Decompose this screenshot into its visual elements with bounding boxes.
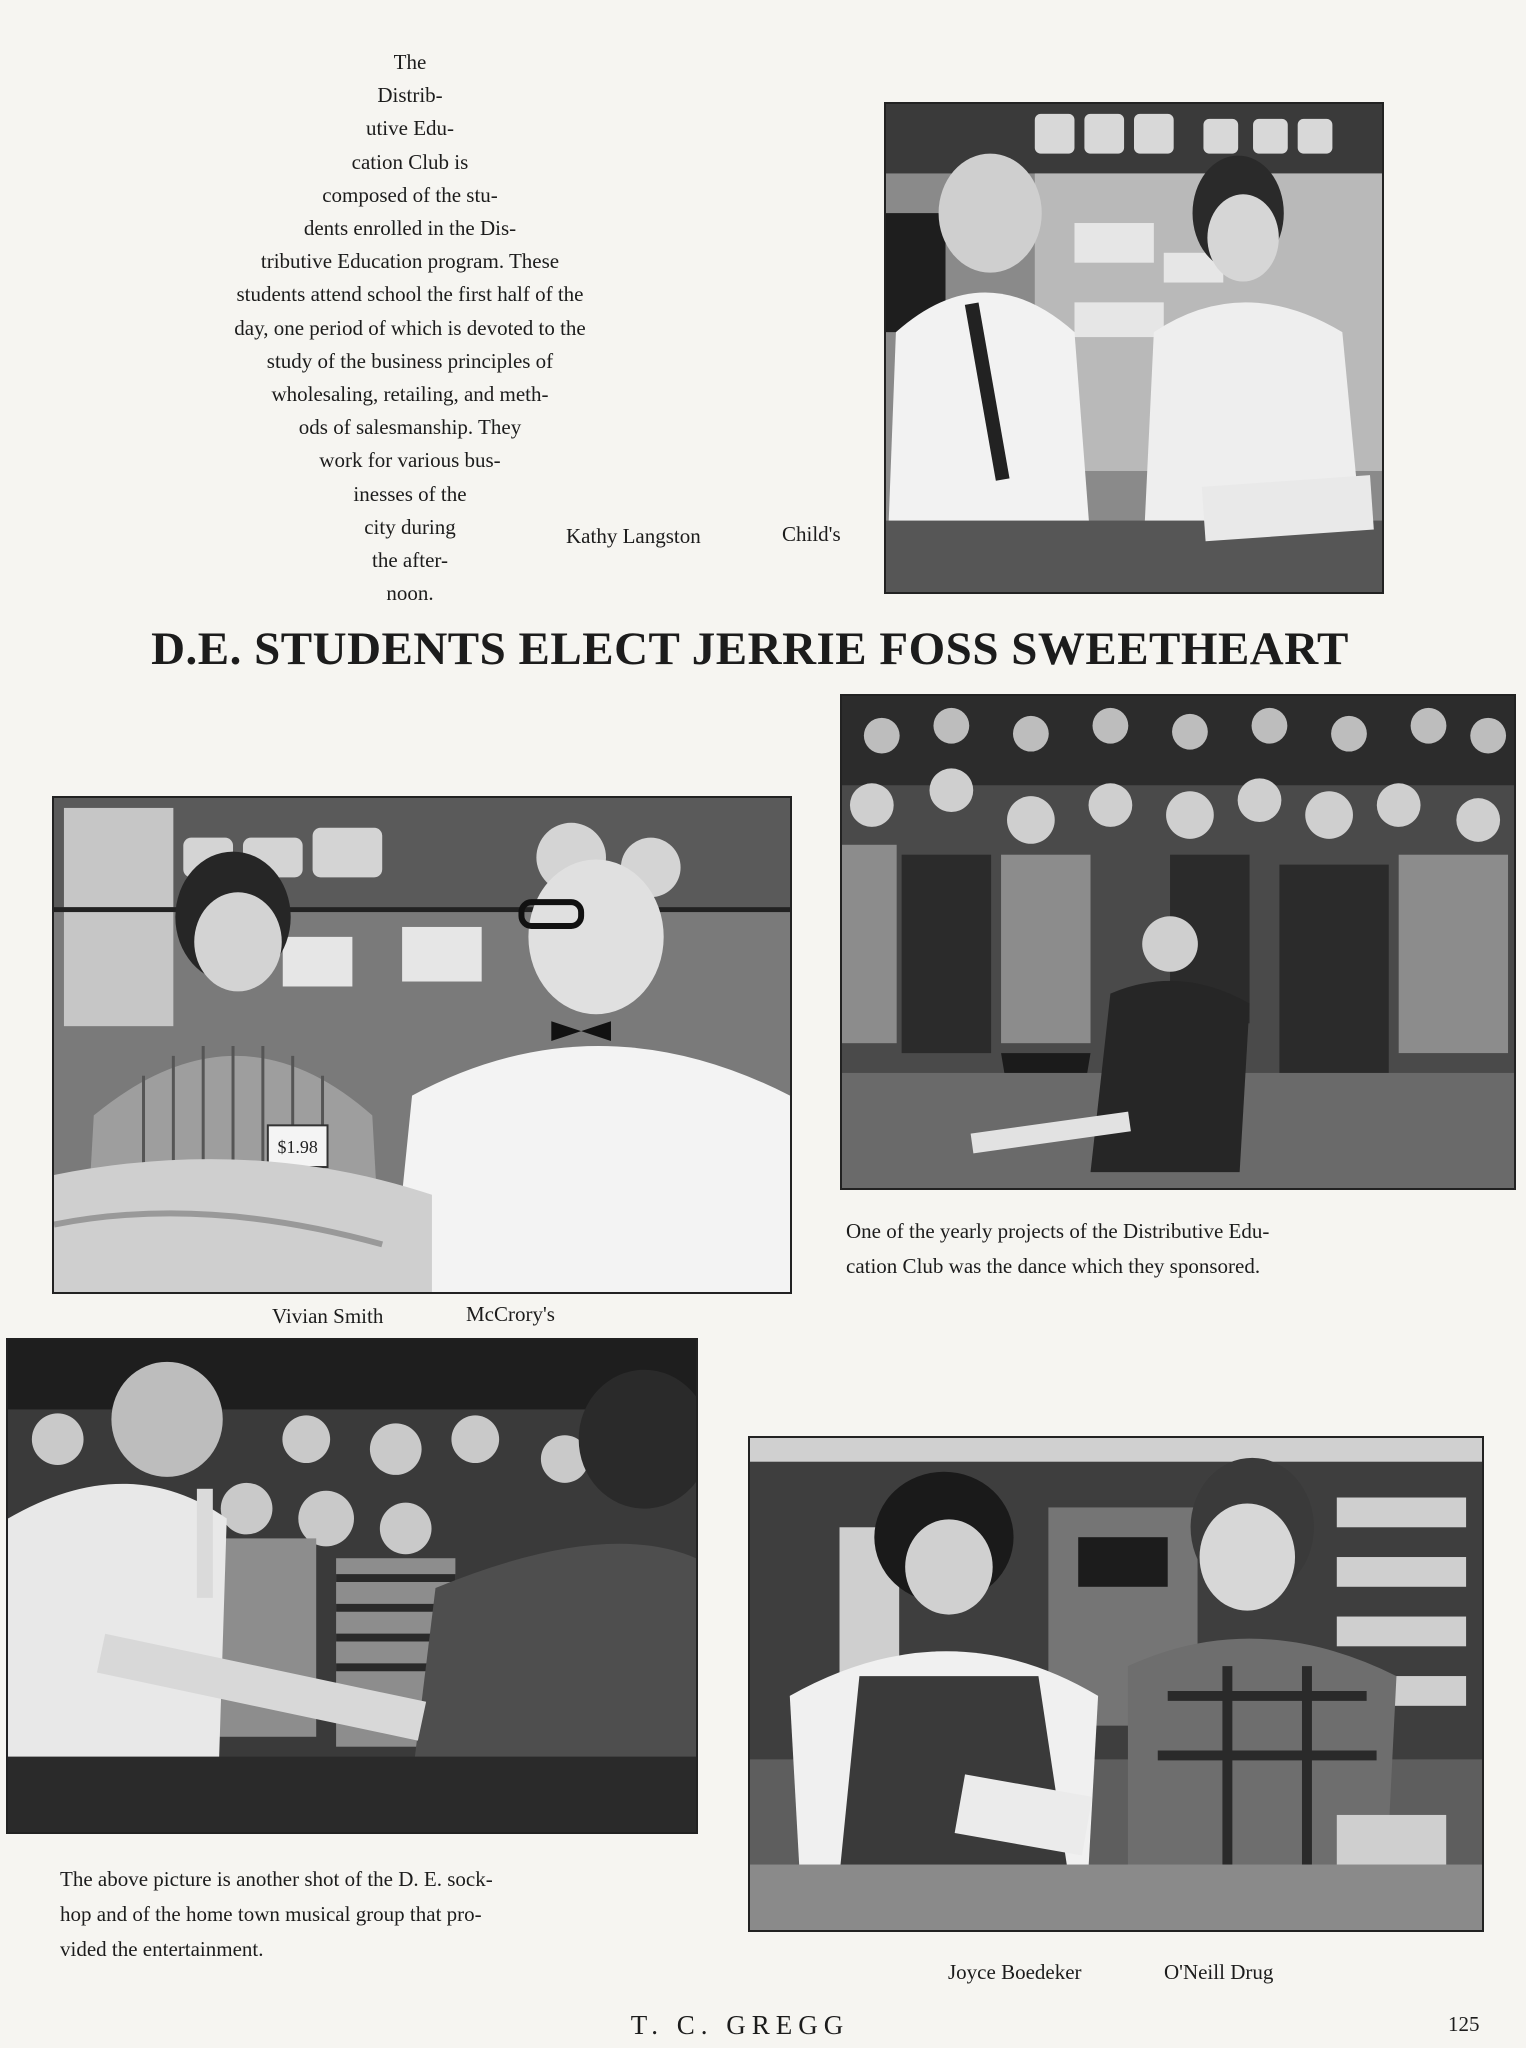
photo-mccrorys-counter: [52, 796, 792, 1294]
intro-line: ods of salesmanship. They: [298, 415, 522, 440]
caption-kathy-name: Kathy Langston: [566, 524, 701, 548]
intro-line: tributive Education program. These: [260, 249, 560, 274]
intro-line: noon.: [386, 581, 434, 606]
intro-line: day, one period of which is devoted to the: [234, 315, 586, 340]
intro-line: the after-: [372, 548, 448, 573]
photo-sockhop-band: [6, 1338, 698, 1834]
intro-line: Distrib-: [377, 83, 443, 108]
photo-dance-crowd: [840, 694, 1516, 1190]
photo-store-counter: [884, 102, 1384, 594]
intro-line: inesses of the: [353, 481, 467, 506]
intro-line: composed of the stu-: [322, 182, 498, 207]
sockhop-caption-line: vided the entertainment.: [60, 1937, 264, 1961]
intro-line: study of the business principles of: [266, 348, 554, 373]
intro-line: work for various bus-: [319, 448, 501, 473]
caption-kathy-store: Child's: [782, 522, 841, 546]
sockhop-caption-line: The above picture is another shot of the D. E. sock-: [60, 1867, 493, 1891]
dance-caption-line: cation Club was the dance which they sponsored.: [846, 1254, 1261, 1278]
caption-vivian-store: McCrory's: [466, 1302, 555, 1326]
dance-caption: [846, 1214, 1506, 1284]
intro-line: wholesaling, retailing, and meth-: [271, 382, 549, 407]
photo-oneill-drug: [748, 1436, 1484, 1932]
sockhop-caption-line: hop and of the home town musical group that pro-: [60, 1902, 482, 1926]
intro-line: city during: [364, 514, 456, 539]
intro-line: The: [393, 50, 427, 74]
caption-joyce-name: Joyce Boedeker: [948, 1960, 1082, 1984]
page-title: D.E. STUDENTS ELECT JERRIE FOSS SWEETHEART: [151, 623, 1349, 675]
price-tag-text: $1.98: [277, 1137, 318, 1158]
sockhop-caption: [60, 1862, 720, 1967]
intro-line: cation Club is: [351, 149, 469, 174]
intro-line: utive Edu-: [365, 116, 455, 141]
caption-vivian-name: Vivian Smith: [272, 1304, 384, 1328]
intro-line: students attend school the first half of the: [236, 282, 584, 307]
dance-caption-line: One of the yearly projects of the Distributive Edu-: [846, 1219, 1270, 1243]
intro-line: dents enrolled in the Dis-: [303, 216, 517, 241]
caption-joyce-store: O'Neill Drug: [1164, 1960, 1274, 1984]
page-number: 125: [1448, 2012, 1480, 2036]
footer-school-name: T. C. GREGG: [630, 2010, 850, 2040]
